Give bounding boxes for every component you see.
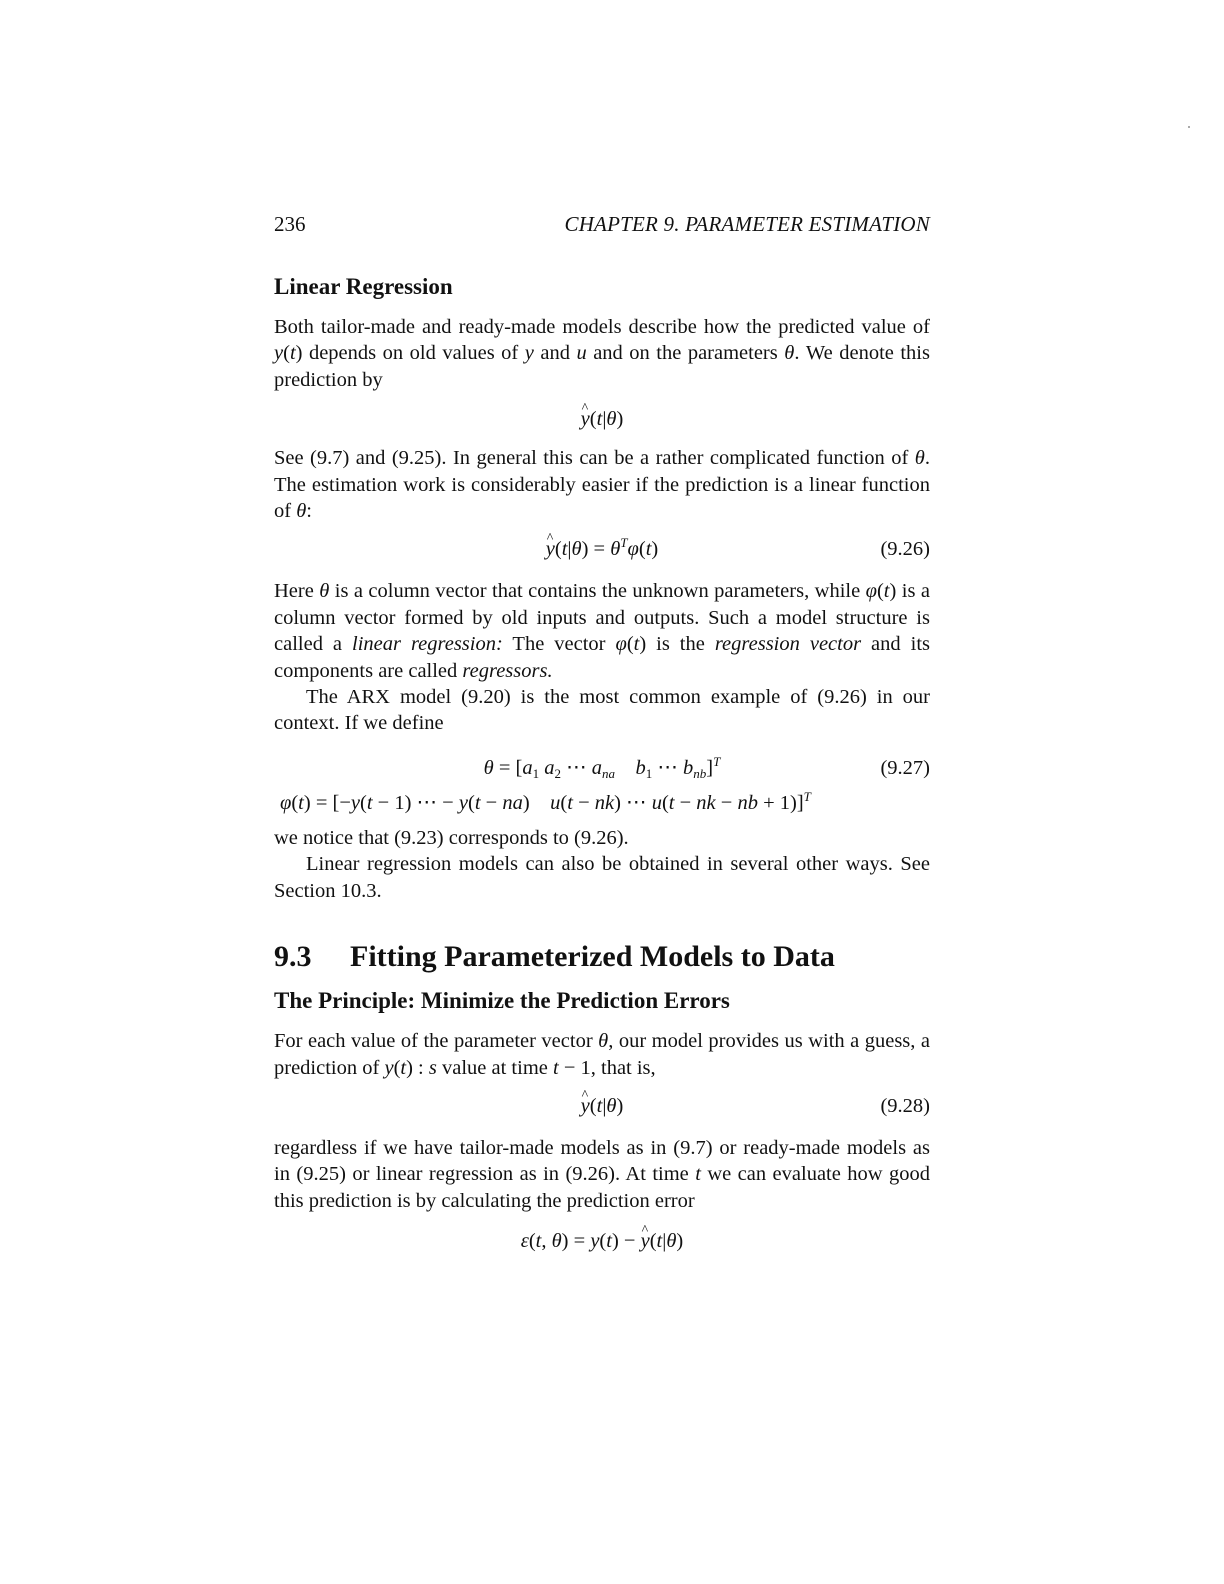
- subsection-title-linear-regression: Linear Regression: [274, 274, 453, 299]
- page-header: [274, 212, 930, 244]
- section-heading: [274, 940, 930, 974]
- paragraph-intro: Both tailor-made and ready-made models describe how the predicted value of y(t) depends on old values of y and u and on the parameters θ. We denote this prediction by: [274, 316, 930, 391]
- paragraph-regardless: regardless if we have tailor-made models as in (9.7) or ready-made models as in (9.25) or linear regression as in (9.26). At time t we can evaluate how good this prediction is by calculating the prediction error: [274, 1136, 930, 1212]
- scan-speck: [1188, 126, 1190, 128]
- paragraph-see-refs: See (9.7) and (9.25). In general this can be a rather complicated function of θ. The estimation work is considerably easier if the prediction is a linear function of θ:: [274, 447, 930, 523]
- equation-9-28: ^ y(t|θ) (9.28): [274, 1093, 930, 1119]
- subsection-title-principle: The Principle: Minimize the Prediction Errors: [274, 988, 730, 1014]
- section-number: 9.3: [274, 940, 312, 974]
- equation-9-26: ^ $y(t|\theta) = \theta^T\varphi(t)$ (9.26): [274, 536, 930, 562]
- equation-number: (9.28): [880, 1094, 930, 1117]
- equation-number: (9.26): [880, 538, 930, 561]
- paragraph-linear-regression-def: Here θ is a column vector that contains the unknown parameters, while φ(t) is a column vector formed by old inputs and outputs. Such a model structure is called a linear regression: The vector φ(t) is the regression vector and its components are called regressors.: [274, 580, 930, 682]
- equation-prediction: ^ y(t|θ): [274, 406, 930, 432]
- paragraph-guess: For each value of the parameter vector θ, our model provides us with a guess, a prediction of y(t) : s value at time t − 1, that is,: [274, 1030, 930, 1079]
- page-number: 236: [274, 212, 306, 236]
- running-head: CHAPTER 9. PARAMETER ESTIMATION: [564, 212, 930, 236]
- section-title: Fitting Parameterized Models to Data: [350, 940, 835, 974]
- paragraph-arx: The ARX model (9.20) is the most common example of (9.26) in our context. If we define: [274, 686, 930, 735]
- equation-number: (9.27): [880, 756, 930, 779]
- equation-9-27-theta: $\theta = [a_1$ $a_2$ ⋯ $a_{na}$ $b_1$ ⋯ $b_{nb}]^T$ (9.27): [483, 753, 930, 781]
- paragraph-notice: we notice that (9.23) corresponds to (9.26).: [274, 826, 629, 849]
- equation-prediction-error: ε(t, θ) = y(t) − ^ y(t|θ): [274, 1228, 930, 1254]
- equation-9-27-phi: φ(t) = [−y(t − 1) ⋯ − y(t − na) u(t − nk) ⋯ u(t − nk − nb + 1)]$^T$: [280, 788, 811, 814]
- book-page: [274, 212, 930, 1254]
- paragraph-other-ways: Linear regression models can also be obtained in several other ways. See Section 10.3.: [274, 853, 930, 902]
